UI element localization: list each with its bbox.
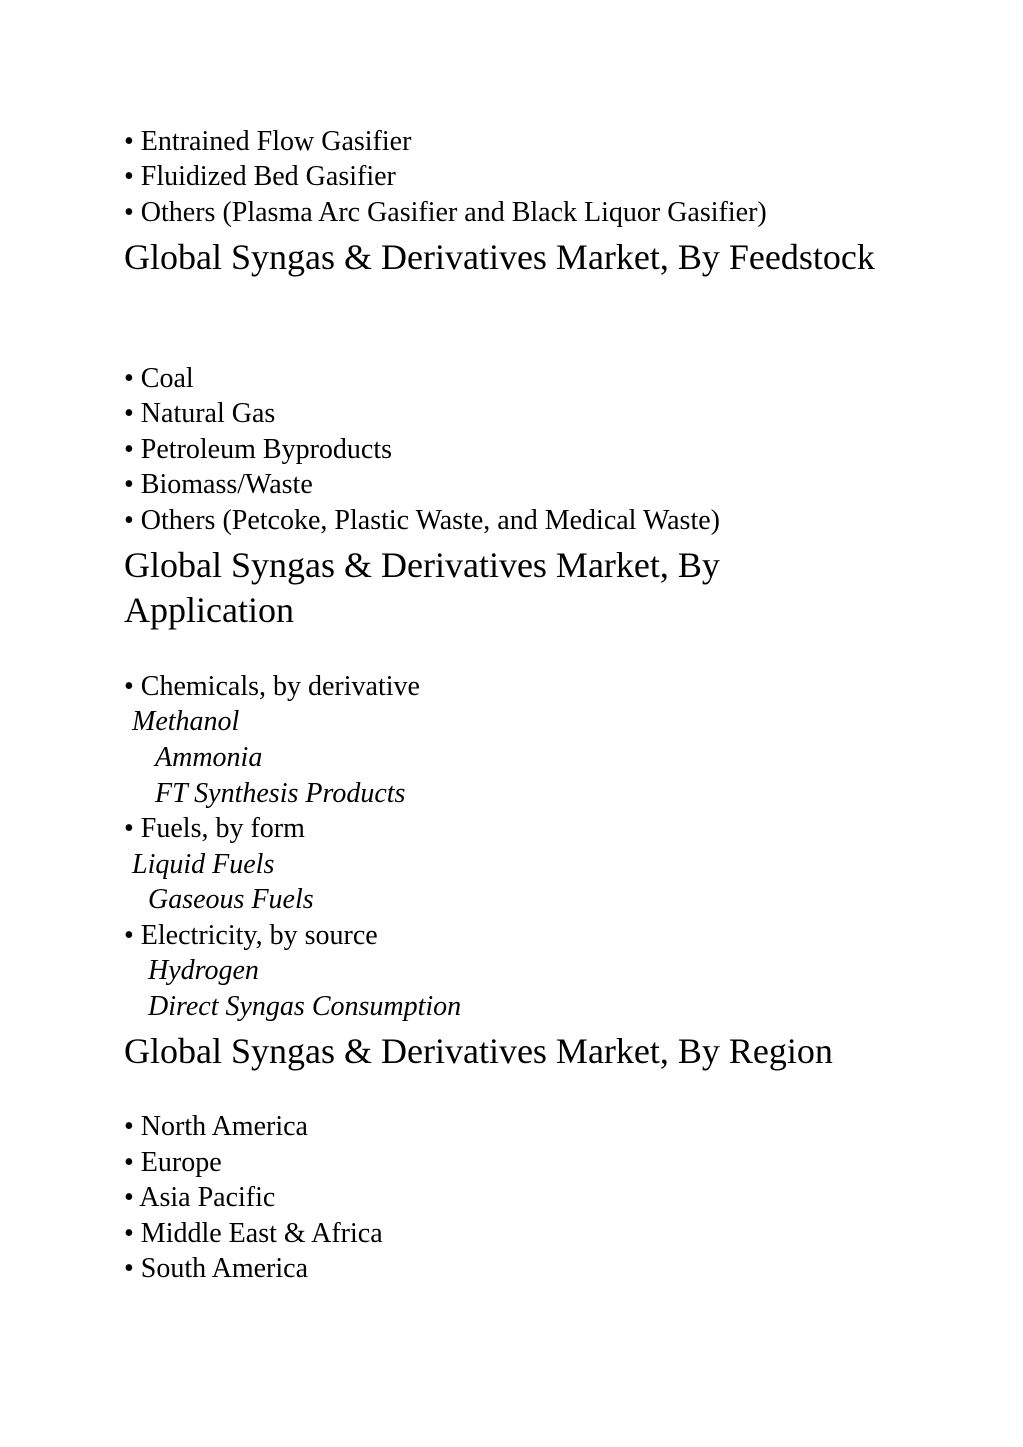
section-heading-region: Global Syngas & Derivatives Market, By Region — [124, 1031, 833, 1071]
list-item: • Others (Petcoke, Plastic Waste, and Medical Waste) — [124, 505, 720, 536]
list-item: • Coal — [124, 363, 194, 394]
list-item: • Europe — [124, 1147, 222, 1178]
list-item: • Petroleum Byproducts — [124, 434, 392, 465]
list-item: • Asia Pacific — [124, 1182, 276, 1213]
list-item: • Electricity, by source — [124, 920, 378, 951]
list-item: • Fluidized Bed Gasifier — [124, 161, 396, 192]
sub-list-item: FT Synthesis Products — [155, 778, 406, 809]
list-item: • Middle East & Africa — [124, 1218, 383, 1249]
list-item: • South America — [124, 1253, 308, 1284]
sub-list-item: Hydrogen — [148, 955, 259, 986]
list-item: • North America — [124, 1111, 308, 1142]
sub-list-item: Ammonia — [155, 742, 263, 773]
sub-list-item: Gaseous Fuels — [148, 884, 314, 915]
list-item: • Chemicals, by derivative — [124, 671, 420, 702]
sub-list-item: Liquid Fuels — [132, 849, 275, 880]
list-item: • Biomass/Waste — [124, 469, 313, 500]
sub-list-item: Direct Syngas Consumption — [148, 991, 462, 1022]
section-heading-application: Global Syngas & Derivatives Market, By Application — [124, 545, 720, 630]
list-item: • Fuels, by form — [124, 813, 305, 844]
sub-list-item: Methanol — [132, 706, 240, 737]
list-item: • Entrained Flow Gasifier — [124, 126, 412, 157]
list-item: • Natural Gas — [124, 398, 276, 429]
section-heading-feedstock: Global Syngas & Derivatives Market, By Feedstock — [124, 237, 875, 277]
list-item: • Others (Plasma Arc Gasifier and Black Liquor Gasifier) — [124, 197, 767, 228]
